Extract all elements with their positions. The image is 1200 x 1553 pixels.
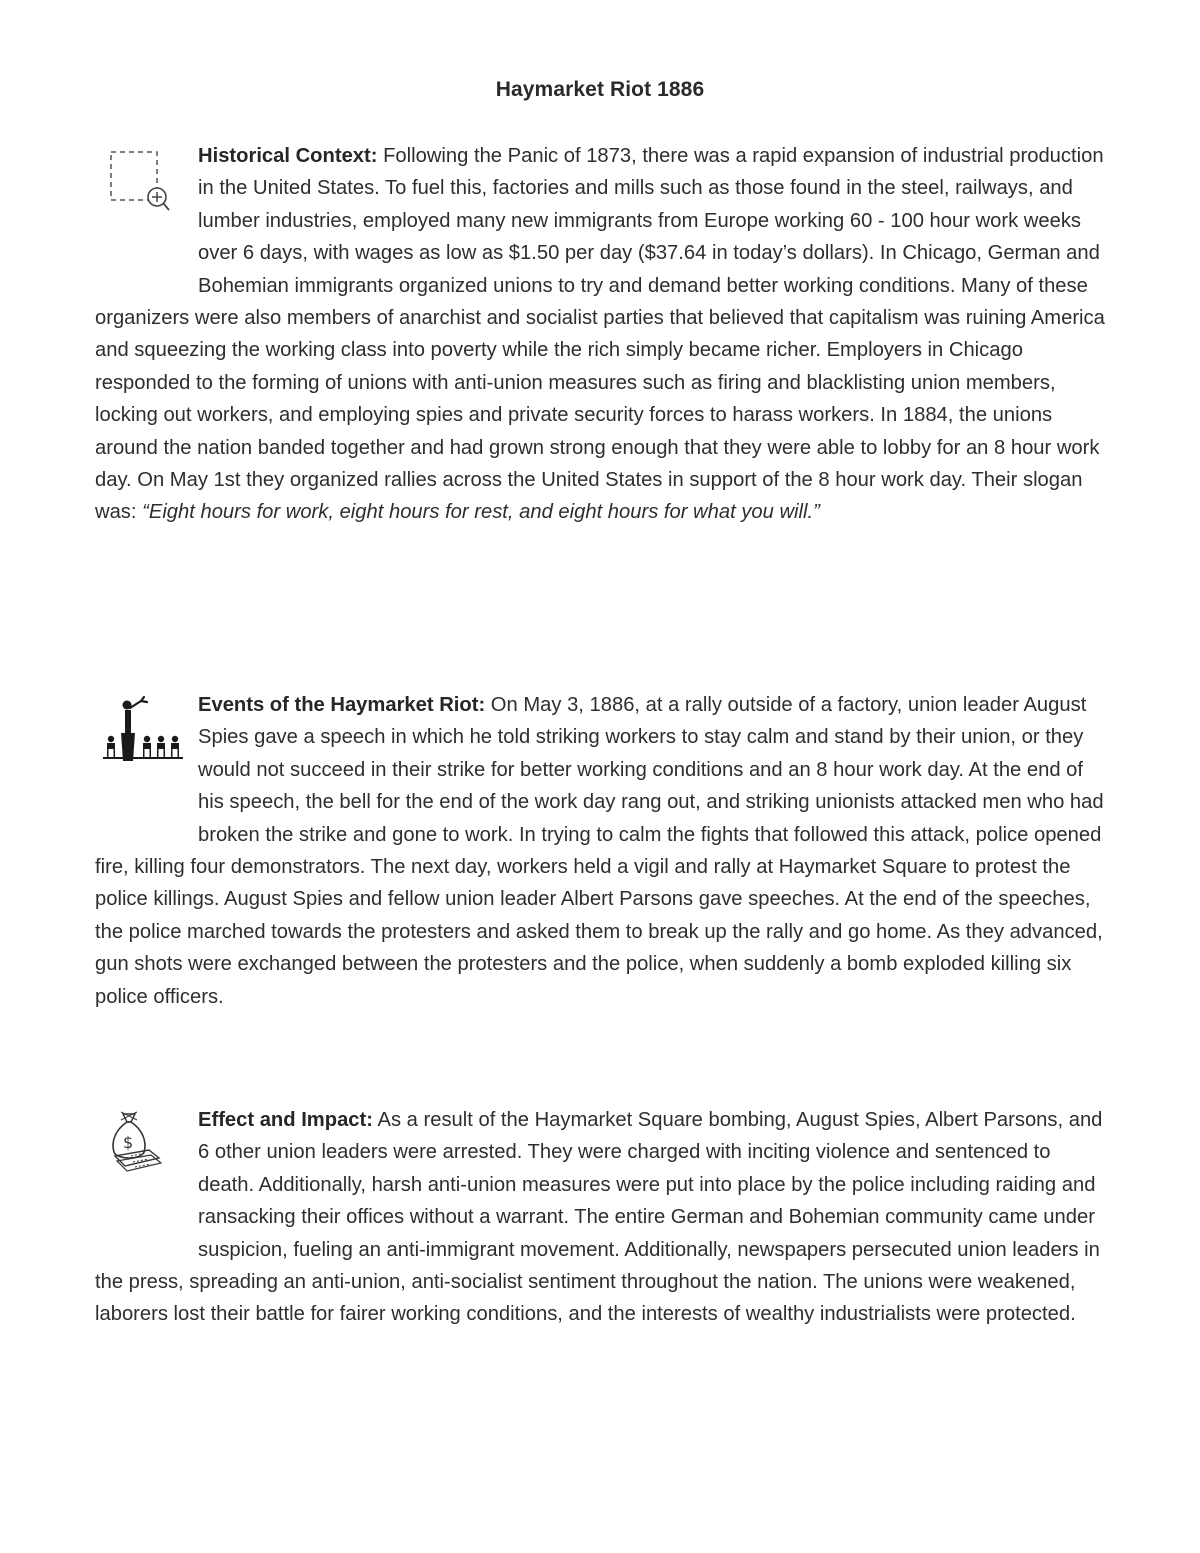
- heading-effect-impact: Effect and Impact:: [198, 1109, 373, 1131]
- paragraph-historical-context: [95, 140, 1110, 529]
- section-effect-impact: [95, 1104, 1110, 1331]
- text-effect-impact: As a result of the Haymarket Square bombing, August Spies, Albert Parsons, and 6 other union leaders were arrested. They were charged with inciting violence and sentenced to death. Additionally, harsh anti-union measures were put into place by the police including raiding and ransacking their offices without a warrant. The entire German and Bohemian community came under suspicion, fueling an anti-immigrant movement. Additionally, newspapers persecuted union leaders in the press, spreading an anti-union, anti-socialist sentiment throughout the nation. The unions were weakened, laborers lost their battle for fairer working conditions, and the interests of wealthy industrialists were protected.: [95, 1109, 1103, 1326]
- speaker-crowd-icon: [95, 689, 198, 819]
- zoom-in-icon: [95, 140, 198, 270]
- text-events: On May 3, 1886, at a rally outside of a factory, union leader August Spies gave a speech in which he told striking workers to stay calm and stand by their union, or they would not succeed in their strike for better working conditions and an 8 hour work day. At the end of his speech, the bell for the end of the work day rang out, and striking unionists attacked men who had broken the strike and gone to work. In trying to calm the fights that followed this attack, police opened fire, killing four demonstrators. The next day, workers held a vigil and rally at Haymarket Square to protest the police killings. August Spies and fellow union leader Albert Parsons gave speeches. At the end of the speeches, the police marched towards the protesters and asked them to break up the rally and go home. As they advanced, gun shots were exchanged between the protesters and the police, when suddenly a bomb exploded killing six police officers.: [95, 694, 1104, 1008]
- section-historical-context: [95, 140, 1110, 529]
- slogan: “Eight hours for work, eight hours for rest, and eight hours for what you will.”: [142, 501, 820, 524]
- text-historical-context: Following the Panic of 1873, there was a rapid expansion of industrial production in the United States. To fuel this, factories and mills such as those found in the steel, railways, and lumber industries, employed many new immigrants from Europe working 60 - 100 hour work weeks over 6 days, with wages as low as $1.50 per day ($37.64 in today’s dollars). In Chicago, German and Bohemian immigrants organized unions to try and demand better working conditions. Many of these organizers were also members of anarchist and socialist parties that believed that capitalism was ruining America and squeezing the working class into poverty while the rich simply became richer. Employers in Chicago responded to the forming of unions with anti-union measures such as firing and blacklisting union members, locking out workers, and employing spies and private security forces to harass workers. In 1884, the unions around the nation banded together and had grown strong enough that they were able to lobby for an 8 hour work day. On May 1st they organized rallies across the United States in support of the 8 hour work day. Their slogan was:: [95, 145, 1105, 524]
- paragraph-events: [95, 689, 1110, 1013]
- paragraph-effect-impact: [95, 1104, 1110, 1331]
- section-events: [95, 689, 1110, 1013]
- svg-text:$: $: [123, 1133, 134, 1152]
- heading-events: Events of the Haymarket Riot:: [198, 694, 486, 716]
- page-title: Haymarket Riot 1886: [495, 78, 705, 101]
- money-bag-icon: [95, 1104, 198, 1234]
- heading-historical-context: Historical Context:: [198, 145, 378, 167]
